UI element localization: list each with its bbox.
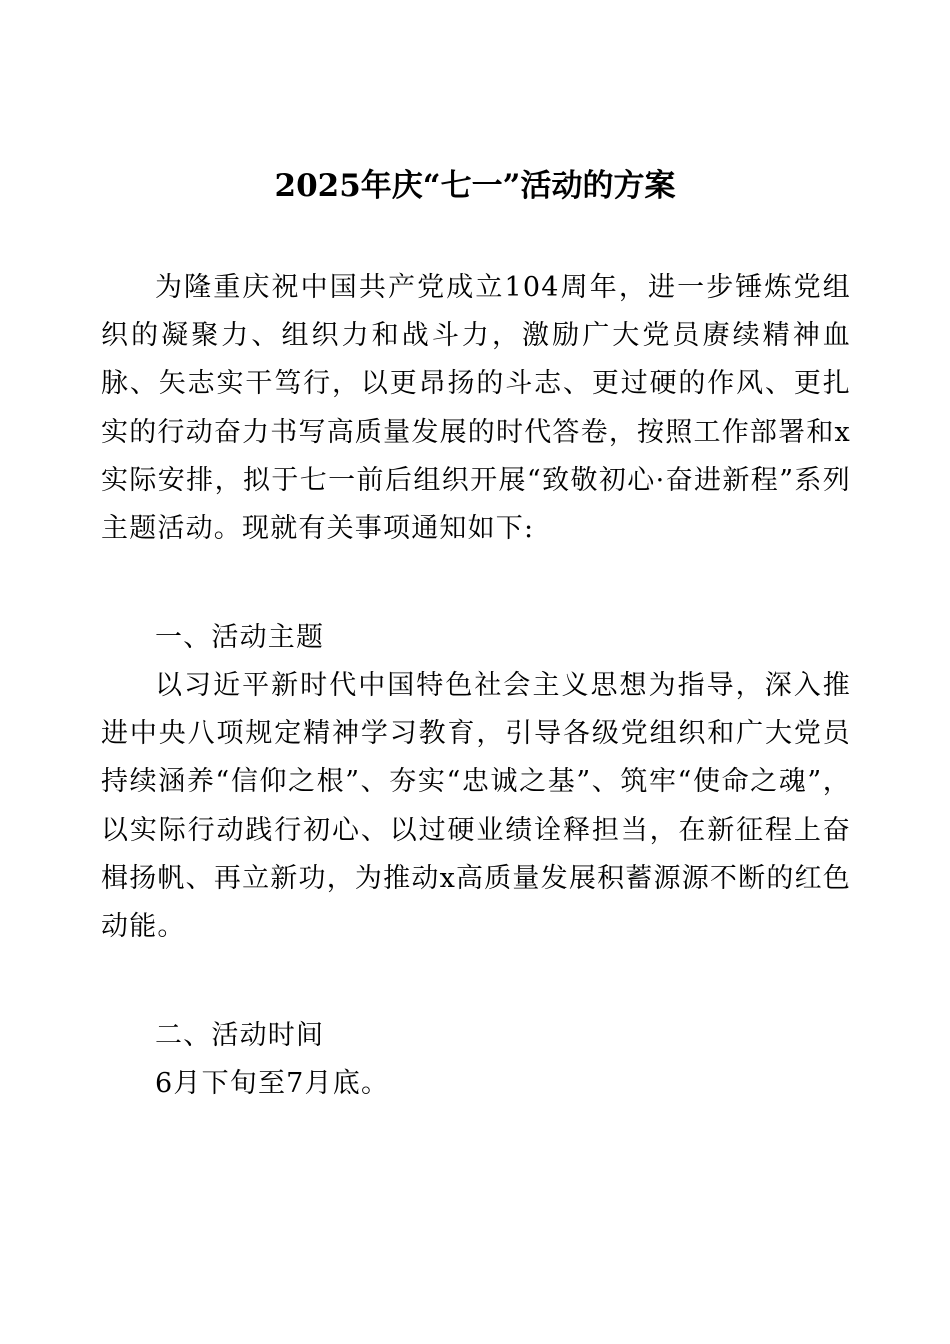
section-text-time: 6月下旬至7月底。 bbox=[155, 1068, 390, 1099]
document-title: 2025年庆“七一”活动的方案 bbox=[274, 168, 676, 204]
section-heading-theme: 一、活动主题 bbox=[155, 622, 325, 653]
section-text-theme: 以习近平新时代中国特色社会主义思想为指导，深入推进中央八项规定精神学习教育，引导各级党组织和广大党员持续涵养“信仰之根”、夯实“忠诚之基”、筑牢“使命之魂”，以实际行动践行初心、以过硬业绩诠释担当，在新征程上奋楫扬帆、再立新功，为推动x高质量发展积蓄源源不断的红色动能。 bbox=[101, 670, 851, 943]
intro-paragraph: 为隆重庆祝中国共产党成立104周年，进一步锤炼党组织的凝聚力、组织力和战斗力，激励广大党员赓续精神血脉、矢志实干笃行，以更昂扬的斗志、更过硬的作风、更扎实的行动奋力书写高质量发展的时代答卷，按照工作部署和x实际安排，拟于七一前后组织开展“致敬初心·奋进新程”系列主题活动。现就有关事项通知如下: bbox=[101, 272, 851, 545]
section-heading-time: 二、活动时间 bbox=[155, 1020, 325, 1051]
